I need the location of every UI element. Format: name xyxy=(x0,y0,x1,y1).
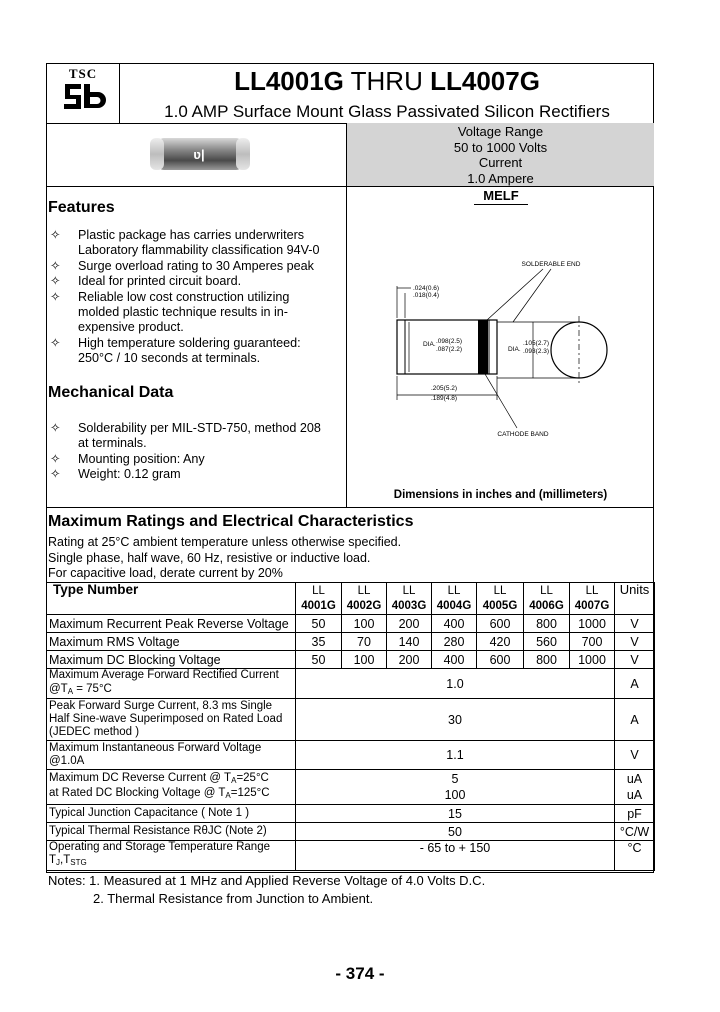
body-dia-label: DIA. xyxy=(423,341,436,348)
model-header: LL 4005G xyxy=(477,583,524,615)
table-row: Maximum Recurrent Peak Reverse Voltage 50 100 200 400 600 800 1000 V xyxy=(47,615,655,633)
table-row: Operating and Storage Temperature Range $T_J,T_{STG}$ - 65 to + 150 °C xyxy=(47,841,655,871)
spec-summary-box xyxy=(347,123,654,186)
current-value: 1.0 Ampere xyxy=(467,170,534,186)
table-header-row xyxy=(47,583,655,615)
table-row: Maximum DC Reverse Current @ $T_A=25^\circ C$ at Rated DC Blocking Voltage @ $T_A=125^\circ C$ 5 100 uA uA xyxy=(47,770,655,805)
list-item: ✧ Ideal for printed circuit board. xyxy=(50,274,242,289)
list-item: ✧ High temperature soldering guaranteed: 250°C / 10 seconds at terminals. xyxy=(50,335,301,366)
units-header: Units xyxy=(615,583,655,615)
cathode-band-label: CATHODE BAND xyxy=(497,431,549,438)
mechanical-list xyxy=(48,421,344,483)
diamond-bullet-icon: ✧ xyxy=(50,258,61,273)
title-part-end: LL4007G xyxy=(430,66,540,96)
model-header: LL 4003G xyxy=(387,583,432,615)
type-number-header: Type Number xyxy=(47,583,296,615)
mechanical-heading: Mechanical Data xyxy=(48,384,174,401)
list-item: ✧ Solderability per MIL-STD-750, method 208 at terminals. xyxy=(50,421,321,451)
ratings-conditions: Rating at 25°C ambient temperature unless otherwise specified. Single phase, half wave, 60 Hz, resistive or inductive load. For capacitive load, derate current by 20% xyxy=(48,535,402,580)
ratings-divider xyxy=(46,507,654,508)
chip-mark: ʋ| xyxy=(193,147,205,162)
end-dim-min: .018(0.4) xyxy=(413,292,440,299)
list-item: ✧ Weight: 0.12 gram xyxy=(50,467,181,482)
dimension-caption: Dimensions in inches and (millimeters) xyxy=(393,489,608,501)
model-header: LL 4002G xyxy=(342,583,387,615)
solderable-end-label: SOLDERABLE END xyxy=(521,261,581,268)
diamond-bullet-icon: ✧ xyxy=(50,421,61,435)
table-row: Maximum DC Blocking Voltage 50 100 200 400 600 800 1000 V xyxy=(47,651,655,669)
melf-package-image xyxy=(150,134,250,179)
title-thru: THRU xyxy=(343,66,431,96)
diamond-bullet-icon: ✧ xyxy=(50,289,61,304)
end-dia-label: DIA. xyxy=(508,346,521,353)
table-row: Typical Junction Capacitance ( Note 1 ) 15 pF xyxy=(47,805,655,823)
list-item: ✧ Surge overload rating to 30 Amperes peak xyxy=(50,258,314,273)
end-dia-max: .105(2.7) xyxy=(523,340,550,347)
tsc-logo xyxy=(47,64,119,122)
diamond-bullet-icon: ✧ xyxy=(50,228,61,242)
features-divider xyxy=(46,186,654,187)
page-subtitle: 1.0 AMP Surface Mount Glass Passivated Silicon Rectifiers xyxy=(164,102,610,121)
list-item: ✧ Mounting position: Any xyxy=(50,451,205,466)
footnotes xyxy=(48,872,485,907)
diamond-bullet-icon: ✧ xyxy=(50,451,61,466)
table-row: Maximum Average Forward Rectified Current $@T_A = 75^\circ C$ 1.0 A xyxy=(47,669,655,699)
footnote-2: 2. Thermal Resistance from Junction to Ambient. xyxy=(93,890,374,906)
body-dia-min: .087(2.2) xyxy=(436,346,463,353)
dimension-drawing xyxy=(347,250,654,455)
features-list xyxy=(48,228,344,367)
end-dia-min: .093(2.3) xyxy=(523,348,550,355)
body-dia-max: .098(2.5) xyxy=(436,338,463,345)
page-title xyxy=(120,66,654,97)
model-header: LL 4004G xyxy=(432,583,477,615)
page-number: - 374 - xyxy=(335,964,385,983)
voltage-range-value: 50 to 1000 Volts xyxy=(453,139,548,155)
ratings-table xyxy=(46,582,655,871)
diamond-bullet-icon: ✧ xyxy=(50,467,61,482)
model-header: LL 4001G xyxy=(296,583,342,615)
end-dim-max: .024(0.6) xyxy=(413,285,440,292)
table-row: Maximum Instantaneous Forward Voltage @1.0A 1.1 V xyxy=(47,741,655,770)
diamond-bullet-icon: ✧ xyxy=(50,335,61,350)
length-dim-max: .205(5.2) xyxy=(431,385,458,392)
voltage-range-label: Voltage Range xyxy=(457,124,544,139)
cathode-band-mark xyxy=(478,320,488,374)
list-item: ✧ Reliable low cost construction utilizing molded plastic technique results in in- expensive product. xyxy=(50,289,290,335)
list-item: ✧ Plastic package has carries underwriters Laboratory flammability classification 94V-0 xyxy=(50,228,320,258)
table-row: Maximum RMS Voltage 35 70 140 280 420 560 700 V xyxy=(47,633,655,651)
model-header: LL 4006G xyxy=(524,583,570,615)
length-dim-min: .189(4.8) xyxy=(431,395,458,402)
ratings-title: Maximum Ratings and Electrical Characteristics xyxy=(48,513,414,530)
model-header: LL 4007G xyxy=(570,583,615,615)
diamond-bullet-icon: ✧ xyxy=(50,274,61,289)
features-heading: Features xyxy=(48,199,115,216)
table-row: Peak Forward Surge Current, 8.3 ms Single Half Sine-wave Superimposed on Rated Load (JEDEC method ) 30 A xyxy=(47,699,655,741)
table-row: Typical Thermal Resistance RθJC (Note 2) 50 °C/W xyxy=(47,823,655,841)
current-label: Current xyxy=(478,155,523,170)
title-part-start: LL4001G xyxy=(234,66,344,96)
footnote-1: Notes: 1. Measured at 1 MHz and Applied Reverse Voltage of 4.0 Volts D.C. xyxy=(48,873,486,888)
package-name: MELF xyxy=(474,188,528,205)
logo-text: TSC xyxy=(68,66,98,81)
